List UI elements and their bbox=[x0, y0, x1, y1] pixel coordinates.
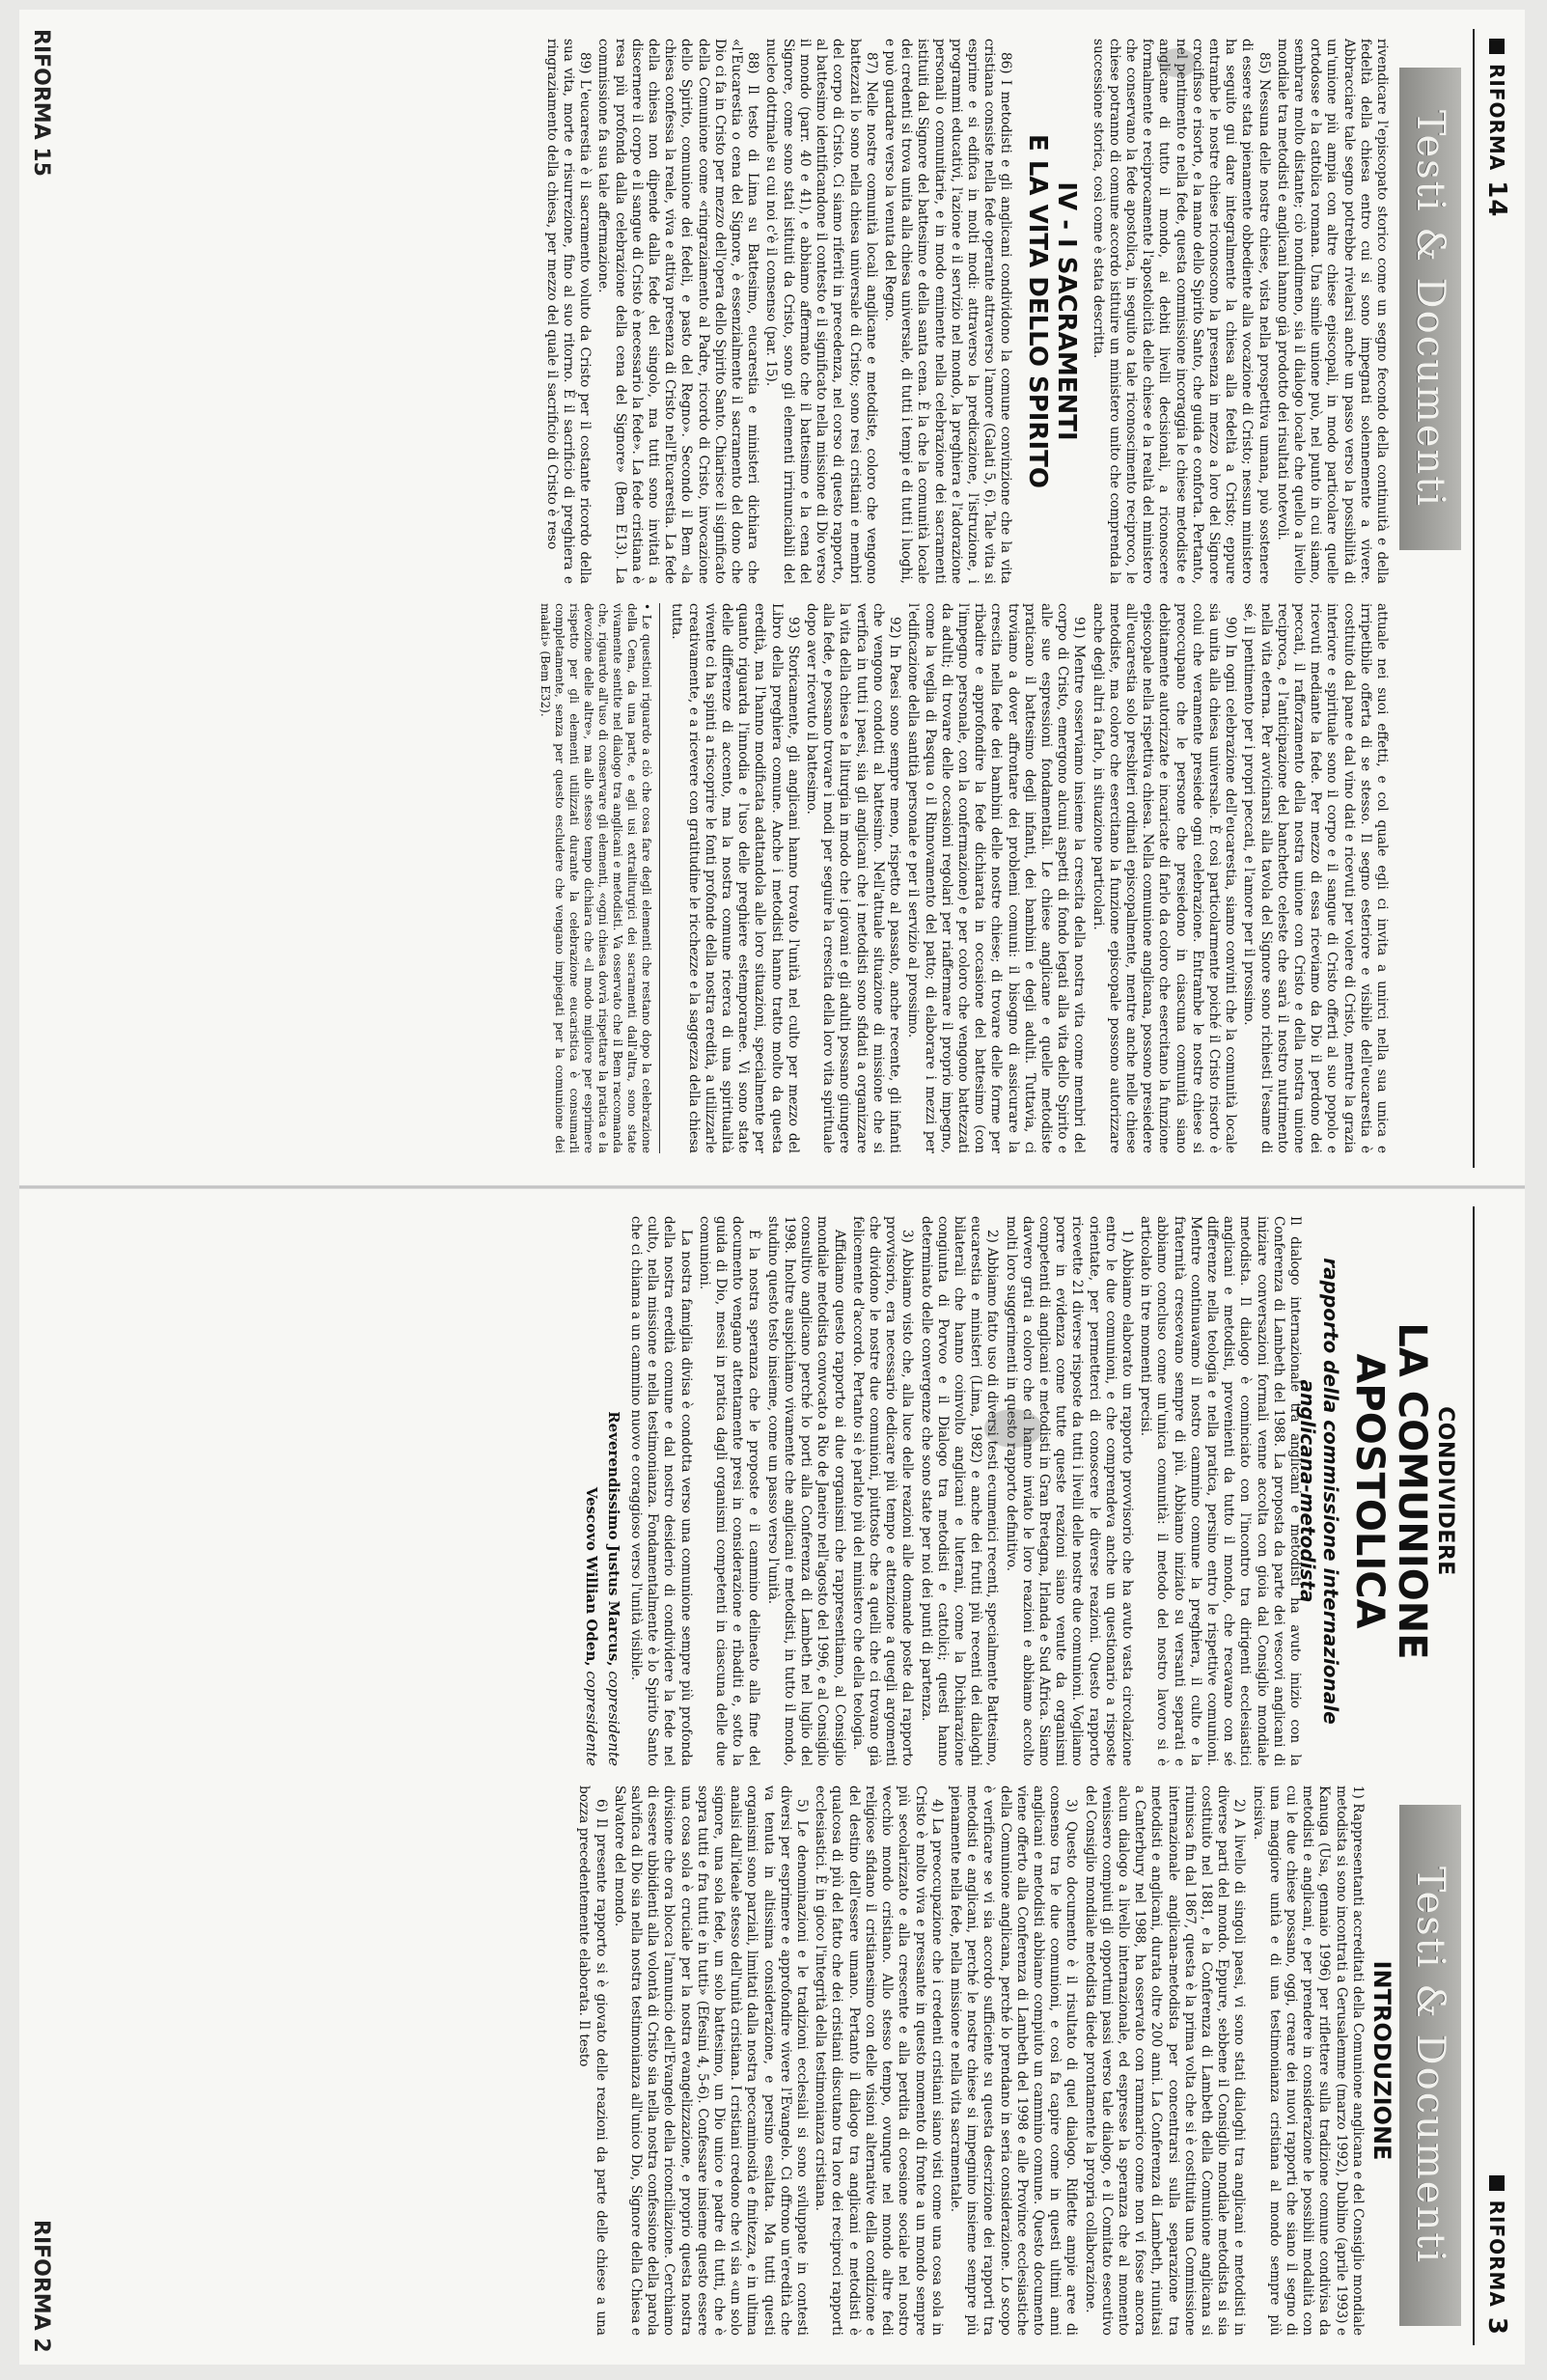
paragraph: 3) Abbiamo visto che, alla luce delle reazioni alle domande poste dal rapporto provvisorio, era necessario dedicare più tempo e attenzione a quegli argomenti che dividono le nostre due comunioni, piuttosto che a quelli che ci trovano già felicemente d'accordo. Pertanto si è parlato più del ministero che della teologia. bbox=[849, 1216, 916, 1766]
paragraph: Il dialogo internazionale tra anglicani e metodisti ha avuto inizio con la Conferenza di Lambeth del 1988. La proposta da parte dei vescovi anglicani di iniziare conversazioni formali venne accolta con gioia dal Consiglio mondiale metodista. Il dialogo è cominciato con l'incontro tra dirigenti ecclesiastici anglicani e metodisti, provenienti da tutto il mondo, che recavano con sé differenze nella teologia e nella pratica, persino entro le rispettive comunioni. Mentre continuavamo il nostro cammino comune la preghiera, il culto e la fraternità crescevano sempre di più. Abbiamo iniziato su versanti separati e abbiamo concluso come un'unica comunità: il metodo del nostro lavoro si è articolato in tre momenti precisi. bbox=[1138, 1216, 1303, 1766]
footnote: • Le questioni riguardo a ciò che cosa fare degli elementi che restano dopo la celebrazione della Cena, da una parte, e agli usi extraliturgici dei sacramenti dall'altra, sono state vivamente sentite nel dialogo tra anglicani e metodisti. Va osservato che il Bem raccomanda che, riguardo all'uso di conservare gli elementi, «ogni chiesa dovrà rispettare la pratica e la devozione delle altre», ma allo stesso tempo dichiara che «il modo migliore per esprimere rispetto per gli elementi utilizzati durante la celebrazione eucaristica è consumarli completamente, senza per questo escludere che vengano impiegati per la comunione dei malati» (Bem E32). bbox=[538, 603, 660, 1153]
scanned-spread bbox=[19, 10, 1525, 2365]
folio-label: RIFORMA bbox=[1485, 64, 1508, 172]
paragraph: La nostra famiglia divisa è condotta verso una comunione sempre più profonda della nostra eredità comune e dal nostro desiderio di condividere la fede nel culto, nella missione e nella testimonianza. Fondamentalmente è lo Spirito Santo che ci chiama a un cammino nuovo e coraggioso verso l'unità visibile. bbox=[628, 1216, 694, 1766]
signature-role: copresidente bbox=[582, 1671, 600, 1766]
paragraph: 93) Storicamente, gli anglicani hanno trovato l'unità nel culto per mezzo del Libro della preghiera comune. Anche i metodisti hanno tratto molto da questa eredità, ma l'hanno modificata adattandola alle loro situazioni, specialmente per quanto riguarda l'innodia e l'uso delle preghiere estemporanee. Vi sono state delle differenze di accento, ma la nostra comune ricerca di una spiritualità vivente ci ha spinti a riscoprire le fonti profonde della nostra eredità, a utilizzarle creativamente, e a ricevere con gratitudine le ricchezze e la saggezza della chiesa tutta. bbox=[669, 603, 801, 1153]
paragraph: 88) Il testo di Lima su Battesimo, eucarestia e ministeri dichiara che «l'Eucarestia o cena del Signore, è essenzialmente il sacramento del dono che Dio ci fa in Cristo per mezzo dell'opera dello Spirito Santo. Chiarisce il significato della Comunione come «ringraziamento al Padre, ricordo di Cristo, invocazione dello Spirito, comunione dei fedeli, e pasto del Regno». Secondo il Bem «la chiesa confessa la reale, viva e attiva presenza di Cristo nell'Eucarestia. La fede della chiesa non dipende dalla fede del singolo, ma tutti sono invitati a discernere il corpo e il sangue di Cristo è necessario la fede». La fede cristiana è resa più profonda dalla celebrazione della cena del Signore» (Bem E13). La commissione fa sua tale affermazione. bbox=[595, 39, 761, 584]
section-title bbox=[1023, 39, 1081, 584]
headline-subtitle-line: rapporto della commissione internazionale bbox=[1319, 1258, 1342, 1725]
signature bbox=[582, 1216, 598, 1766]
signature-role: copresidente bbox=[604, 1671, 622, 1766]
paragraph: 1) Abbiamo elaborato un rapporto provvisorio che ha avuto vasta circolazione entro le due comunioni, e che comprendeva anche un questionario a risposte orientate, per permetterci di conoscere le diverse reazioni. Questo rapporto ricevette 21 diverse risposte da tutti i livelli delle nostre due comunioni. Vogliamo porre in evidenza come tutte queste reazioni siano venute da organismi competenti di anglicani e metodisti in Gran Bretagna, Irlanda e Sud Africa. Siamo davvero grati a coloro che ci hanno inviato le loro reazioni e abbiamo accolto molti loro suggerimenti in questo rapporto definitivo. bbox=[1003, 1216, 1135, 1766]
paragraph: 2) A livello di singoli paesi, vi sono stati dialoghi tra anglicani e metodisti in diverse parti del mondo. Eppure, sebbene il Consiglio mondiale metodista si sia costituito nel 1881, e la Conferenza di Lambeth della Comunione anglicana si riunisca fin dal 1867, questa è la prima volta che si è costituita una Commissione internazionale anglicana-metodista per concentrarsi sulla separazione tra metodisti e anglicani, durata oltre 200 anni. La Conferenza di Lambeth, riunitasi a Canterbury nel 1988, ha osservato con rammarico come non vi fosse ancora alcun dialogo a livello internazionale, ed espresse la speranza che al momento venissero compiuti gli opportuni passi verso tale dialogo, e il Comitato esecutivo del Consiglio mondiale metodista diede prontamente la propria collaborazione. bbox=[1082, 1785, 1248, 2336]
folio-square-icon bbox=[1489, 2175, 1505, 2191]
newspaper-sheet bbox=[19, 10, 1525, 2365]
folio-page-3 bbox=[1482, 2175, 1511, 2336]
column-right-1 bbox=[39, 1216, 1303, 1766]
folio-page-14 bbox=[1482, 39, 1511, 217]
edge-mark-page-2: RIFORMA 2 bbox=[29, 2220, 53, 2353]
headline-kicker: CONDIVIDERE bbox=[1433, 1406, 1457, 1576]
paragraph: È la nostra speranza che le proposte e il cammino delineato alla fine del documento vengano attentamente presi in considerazione e ribaditi e, sotto la guida di Dio, messi in pratica dagli organismi competenti in ciascuna delle due comunioni. bbox=[696, 1216, 762, 1766]
headline-subtitle-line: anglicana-metodista bbox=[1296, 1379, 1319, 1603]
paragraph: 86) I metodisti e gli anglicani condividono la comune convinzione che la vita cristiana consiste nella fede operante attraverso l'amore (Galati 5, 6). Tale vita si esprime e si edifica in molti modi: attraverso la predicazione, l'istruzione, i programmi educativi, l'azione e il servizio nel mondo, la preghiera e l'adorazione personali o comunitarie, e in modo eminente nella celebrazione dei sacramenti istituiti dal Signore del battesimo e della santa cena. È la che la comunità locale dei credenti si trova unita alla chiesa universale, di tutti i tempi e di tutti i luoghi, e può guardare verso la venuta del Regno. bbox=[881, 39, 1014, 584]
signature-name: Reverendissimo Justus Marcus, bbox=[604, 1411, 622, 1667]
paragraph: 92) In Paesi sono sempre meno, rispetto al passato, anche recente, gli infanti che vengono condotti al battesimo. Nell'attuale situazione di missione che si verifica in tutti i paesi, sia gli anglicani che i metodisti sono sfidati a organizzare la vita della chiesa e la liturgia in modo che i giovani e gli adulti possano giungere alla fede, e possano trovare i modi per seguire la crescita della loro vita spirituale dopo aver ricevuto il battesimo. bbox=[804, 603, 903, 1153]
page-3 bbox=[19, 1187, 1525, 2365]
headline-title: LA COMUNIONE APOSTOLICA bbox=[1347, 1322, 1434, 1660]
paragraph: 6) Il presente rapporto si è giovato delle reazioni da parte delle chiese a una bozza precedentemente elaborata. Il testo bbox=[576, 1785, 609, 2336]
signature-name: Vescovo Willian Oden, bbox=[582, 1486, 600, 1667]
headline bbox=[1296, 1216, 1457, 1766]
scan-smudge bbox=[1158, 48, 1197, 77]
paragraph: 87) Nelle nostre comunità locali anglicane e metodiste, coloro che vengono battezzati lo sono nella chiesa universale di Cristo; sono resi cristiani e membri del corpo di Cristo. Ci siamo riferiti in precedenza, nel corso di questo rapporto, al battesimo identificandone il contesto e il significato nella missione di Dio verso il mondo (parr. 40 e 41), e abbiamo affermato che il battesimo e la cena del Signore, come sono stati istituiti da Cristo, sono gli elementi irrinunciabili del nucleo dottrinale su cui noi c'è il consenso (par. 15). bbox=[763, 39, 879, 584]
headline-subtitle bbox=[1296, 1216, 1342, 1766]
section-banner bbox=[1399, 1805, 1461, 2326]
section-title-line: E LA VITA DELLO SPIRITO bbox=[1023, 134, 1053, 488]
paragraph: 1) Rappresentanti accreditati della Comunione anglicana e del Consiglio mondiale metodista si sono incontrati a Gerusalemme (marzo 1992), Dublino (aprile 1993) e Kanuga (Usa, gennaio 1996) per riflettere sulla tradizione comune condivisa da metodisti e anglicani, e per prendere in considerazione le possibili modalità con cui le due chiese possano, oggi, creare dei nuovi rapporti che siano il segno di una maggiore unità e di una testimonianza cristiana al mondo sempre più incisiva. bbox=[1250, 1785, 1366, 2336]
banner-text: Testi & Documenti bbox=[1408, 109, 1452, 509]
paragraph: Affidiamo questo rapporto ai due organismi che rappresentiamo, al Consiglio mondiale metodista convocato a Rio de Janeiro nell'agosto del 1996, e al Consiglio consultivo anglicano perché lo porti alla Conferenza di Lambeth nel luglio del 1998. Inoltre auspichiamo vivamente che anglicani e metodisti, in tutto il mondo, studino questo testo insieme, come un passo verso l'unità. bbox=[764, 1216, 847, 1766]
paragraph: 91) Mentre osserviamo insieme la crescita della nostra vita come membri del corpo di Cristo, emergono alcuni aspetti di fondo legati alla vita dello Spirito e alle sue espressioni fondamentali. Le chiese anglicane e quelle metodiste praticano il battesimo degli infanti, dei bambini e degli adulti. Tuttavia, ci troviamo a dover affrontare dei problemi comuni: il bisogno di assicurare la crescita nella fede dei bambini delle nostre chiese; di trovare delle forme per ribadire e approfondire la fede dichiarata in occasione del battesimo (con l'impegno personale, con la confermazione) e per coloro che vengono battezzati da adulti; di trovare delle occasioni regolari per riaffermare il proprio impegno, come la veglia di Pasqua o il Rinnovamento del patto; di elaborare i mezzi per l'edificazione della santità personale e per il servizio al prossimo. bbox=[905, 603, 1088, 1153]
paragraph: 4) La preoccupazione che i credenti cristiani siano visti come una cosa sola in Cristo è molto viva e pressante in questo momento di fronte a un mondo sempre più secolarizzato e alla crescente e alla perdita di coesione sociale nel nostro vecchio mondo cristiano. Allo stesso tempo, ovunque nel mondo altre fedi religiose sfidano il cristianesimo con delle visioni alternative della condizione e del destino dell'essere umano. Pertanto il dialogo tra anglicani e metodisti è qualcosa di più del fatto che dei cristiani discutano tra loro dei reciproci rapporti ecclesiastici. È in gioco l'integrità della testimonianza cristiana. bbox=[813, 1785, 945, 2336]
paragraph: 90) In ogni celebrazione dell'eucarestia, siamo convinti che la comunità locale sia unita alla chiesa universale. È così particolarmente poiché il Cristo risorto è colui che veramente presiede ogni celebrazione. Entrambe le nostre chiese si preoccupano che le persone che presiedono in ciascuna comunità siano debitamente autorizzate e incaricate di farlo da coloro che esercitano la funzione episcopale nella rispettiva chiesa. Nella comunione anglicana, possono presiedere all'eucarestia solo presbiteri ordinati episcopalmente, mentre anche nelle chiese metodiste, ma coloro che esercitano la funzione episcopale possono autorizzare anche degli altri a farlo, in situazione particolari. bbox=[1090, 603, 1239, 1153]
column-left-2 bbox=[39, 603, 1390, 1153]
banner-text: Testi & Documenti bbox=[1408, 1866, 1452, 2265]
intro-title: INTRODUZIONE bbox=[1368, 1960, 1395, 2161]
paragraph: 89) L'eucarestia è il sacramento voluto da Cristo per il costante ricordo della sua vita, morte e risurrezione, fino al suo ritorno. È il sacrificio di preghiera e ringraziamento della chiesa, per mezzo del quale il sacrificio di Cristo è reso bbox=[543, 39, 594, 584]
page-14 bbox=[19, 10, 1525, 1187]
edge-mark-page-15: RIFORMA 15 bbox=[29, 29, 53, 177]
folio-square-icon bbox=[1489, 39, 1505, 54]
paragraph: 5) Le denominazioni e le tradizioni ecclesiali si sono sviluppate in contesti diversi per esprimere e approfondire vivere l'Evangelo. Ci offrono un'eredità che va tenuta in altissima considerazione, e persino esaltata. Ma tutti questi organismi sono parziali, limitati dalla nostra peccaminosità e finitezza, e in ultima analisi dall'ideale stesso dell'unità cristiana. I cristiani credono che vi sia «un solo signore, una sola fede, un solo battesimo, un Dio unico e padre di tutti, che è sopra tutti e fra tutti e in tutti» (Efesini 4, 5-6). Confessare insieme questo essere una cosa sola è cruciale per la nostra evangelizzazione, e proprio questa nostra divisione che ora blocca l'annuncio dell'Evangelo della riconciliazione. Cerchiamo di essere ubbidienti alla volontà di Cristo sia nella nostra confessione della parola salvifica di Dio sia nella nostra testimonianza all'unico Dio, Signore della Chiesa e Salvatore del mondo. bbox=[611, 1785, 811, 2336]
column-right-2 bbox=[39, 1785, 1395, 2336]
scan-smudge bbox=[984, 1409, 1042, 1448]
top-rule bbox=[1473, 29, 1475, 1168]
folio-label: RIFORMA bbox=[1485, 2200, 1508, 2308]
paragraph: 85) Nessuna delle nostre chiese, vista nella prospettiva umana, può sostenere di essere stata pienamente obbediente alla vocazione di Cristo; nessun ministero ha seguito gui dare integralmente la chiesa alla fedeltà a Cristo; eppure entrambe le nostre chiese riconoscono la presenza in mezzo a loro del Signore crocifisso e risorto, e la mano dello Spirito Santo, che guida e conforta. Pertanto, nel pentimento e nella fede, questa commissione incoraggia le chiese metodiste e anglicane di tutto il mondo, ai debiti livelli decisionali, a riconoscere formalmente e reciprocamente l'apostolicità delle chiese e la realtà del ministero che conservano la fede apostolica, in seguito a tale riconoscimento reciproco, le chiese potranno di comune accordo istituire un ministero unito che comprenda la successione storica, così come è stata descritta. bbox=[1090, 39, 1272, 584]
paragraph: rivendicare l'episcopato storico come un segno fecondo della continuità e della fedeltà della chiesa entro cui si sono impegnati solennemente a vivere. Abbracciare tale segno potrebbe rivelarsi anche un passo verso la possibilità di un'unione più ampia con altre chiese episcopali, in modo particolare quelle ortodosse e la cattolica romana. Una simile unione può, nel punto in cui siamo, sembrare molto distante; ciò nondimeno, sia il dialogo locale che quello a livello mondiale tra metodisti e anglicani hanno già prodotto dei risultati notevoli. bbox=[1274, 39, 1390, 584]
paragraph: 2) Abbiamo fatto uso di diversi testi ecumenici recenti, specialmente Battesimo, eucarestia e ministeri (Lima, 1982) e anche dei frutti più recenti dei dialoghi bilaterali che hanno coinvolto anglicani e luterani, come la Dichiarazione congiunta di Porvoo e il Dialogo tra metodisti e cattolici; questi hanno determinato delle convergenze che sono state per noi dei punti di partenza. bbox=[918, 1216, 1001, 1766]
top-rule bbox=[1473, 1206, 1475, 2345]
section-title-line: IV - I SACRAMENTI bbox=[1052, 181, 1082, 441]
paragraph: attuale nei suoi effetti, e col quale egli ci invita a unirci nella sua unica e irripetibile offerta di se stesso. Il segno esteriore e visibile dell'eucarestia è costituito dal pane e dal vino dati e ricevuti per volere di Cristo, mentre la grazia interiore e spirituale sono il corpo e il sangue di Cristo offerti al suo popolo e ricevuti mediante la fede. Per mezzo di essa riceviamo da Dio il perdono dei peccati, il rafforzamento della nostra unione con Cristo e della nostra unione reciproca, e l'anticipazione del banchetto celeste che sarà il nostro nutrimento nella vita eterna. Per avvicinarsi alla tavola del Signore sono richiesti l'esame di sé, il pentimento per i propri peccati, e l'amore per il prossimo. bbox=[1241, 603, 1390, 1153]
paragraph: 3) Questo documento è il risultato di quel dialogo. Riflette ampie aree di consenso tra le due comunioni, e così fa capire come in questi ultimi anni anglicani e metodisti abbiamo compiuto un cammino comune. Questo documento viene offerto alla Conferenza di Lambeth del 1998 e alle Province ecclesiastiche della Comunione anglicana, perché lo prendano in seria considerazione. Lo scopo è verificare se vi sia accordo sufficiente su questa descrizione dei rapporti tra metodisti e anglicani, perché le nostre chiese si impegnino insieme sempre più pienamente nella fede, nella missione e nella vita sacramentale. bbox=[947, 1785, 1080, 2336]
column-left-1 bbox=[39, 39, 1390, 584]
signature bbox=[605, 1216, 622, 1766]
folio-number: 14 bbox=[1482, 180, 1511, 218]
section-banner bbox=[1399, 68, 1461, 550]
folio-number: 3 bbox=[1482, 2316, 1511, 2336]
